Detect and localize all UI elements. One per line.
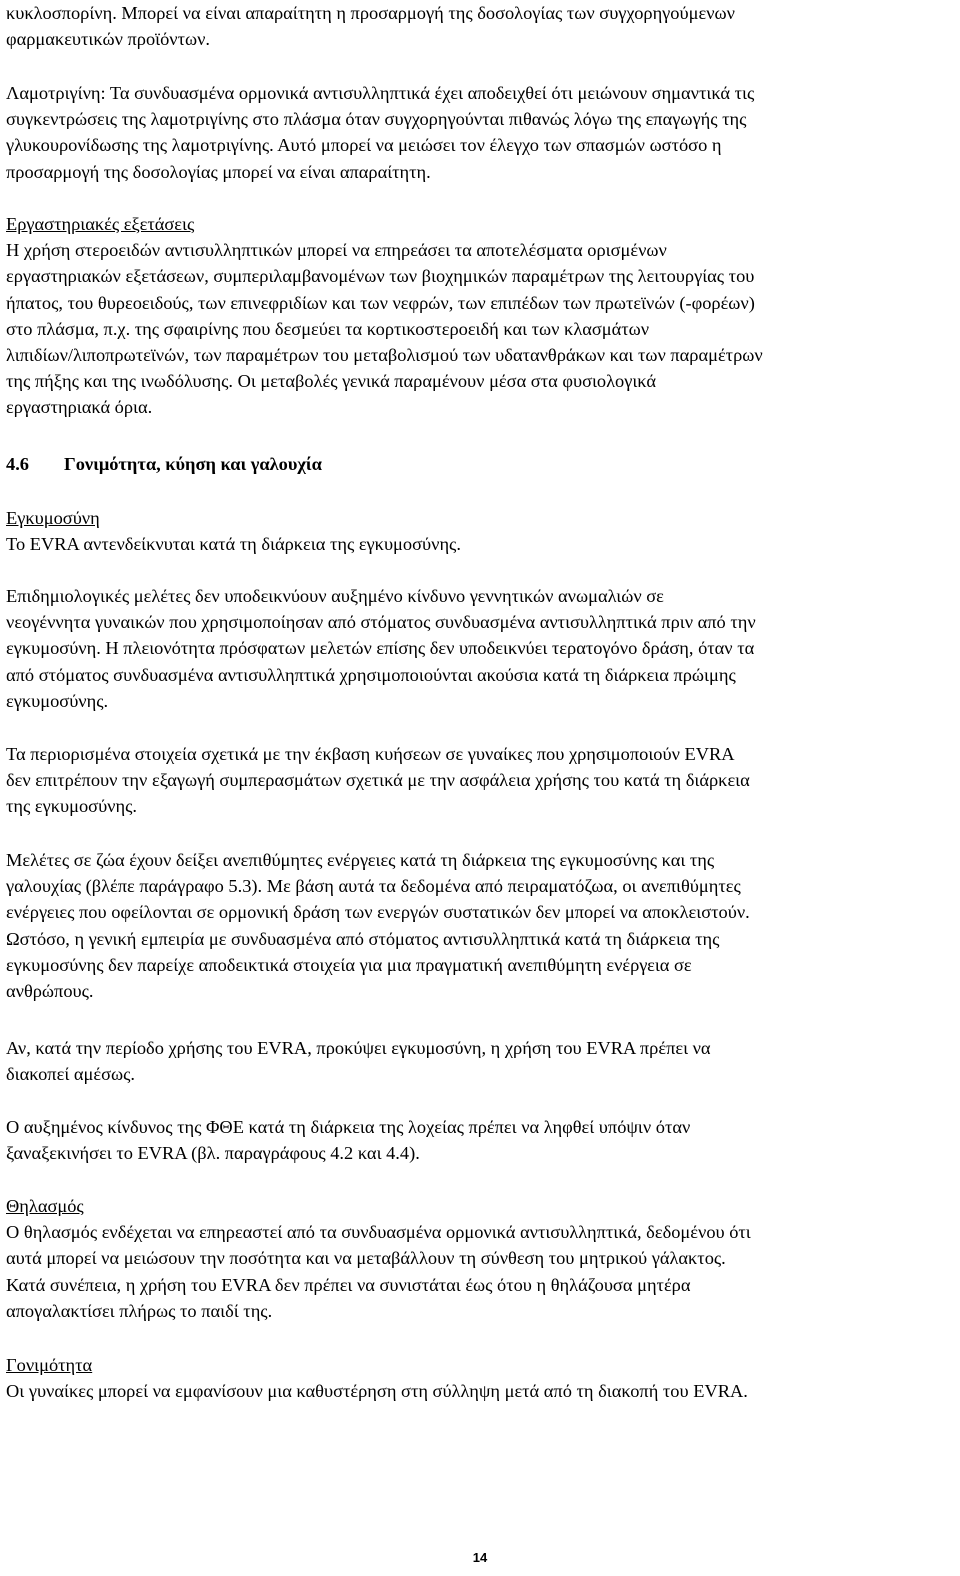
text-line: Η χρήση στεροειδών αντισυλληπτικών μπορεί να επηρεάσει τα αποτελέσματα ορισμένων: [6, 240, 667, 261]
discontinue-paragraph: [6, 1035, 950, 1087]
lamotrigine-paragraph: [6, 80, 950, 185]
text-line: της εγκυμοσύνης.: [6, 796, 137, 817]
lab-tests-heading: Εργαστηριακές εξετάσεις: [6, 214, 195, 234]
section-number: 4.6: [6, 454, 29, 474]
text-line: γαλουχίας (βλέπε παράγραφο 5.3). Με βάση αυτά τα δεδομένα από πειραματόζωα, οι ανεπιθύμητες: [6, 876, 741, 897]
text-line: εγκυμοσύνης.: [6, 690, 109, 711]
fertility-heading: Γονιμότητα: [6, 1355, 93, 1375]
text-line: Λαμοτριγίνη: Τα συνδυασμένα ορμονικά αντισυλληπτικά έχει αποδειχθεί ότι μειώνουν σημαντικά τις: [6, 83, 755, 103]
text-line: στο πλάσμα, π.χ. της σφαιρίνης που δεσμεύει τα κορτικοστεροειδή και των κλασμάτων: [6, 318, 650, 339]
text-line: Ωστόσο, η γενική εμπειρία με συνδυασμένα από στόματος αντισυλληπτικά κατά τη διάρκεια της: [6, 928, 720, 949]
text-line: απογαλακτίσει πλήρως το παιδί της.: [6, 1300, 273, 1321]
section-heading-4-6: [6, 451, 950, 477]
text-line: διακοπεί αμέσως.: [6, 1064, 135, 1085]
text-line: Ο θηλασμός ενδέχεται να επηρεαστεί από τα συνδυασμένα ορμονικά αντισυλληπτικά, δεδομένου ότι: [6, 1222, 751, 1243]
text-line: αυτά μπορεί να μειώσουν την ποσότητα και να μεταβάλλουν τη σύνθεση του μητρικού γάλακτος.: [6, 1248, 726, 1269]
text-line: Μελέτες σε ζώα έχουν δείξει ανεπιθύμητες ενέργειες κατά τη διάρκεια της εγκυμοσύνης και της: [6, 850, 715, 870]
text-line: Τα περιορισμένα στοιχεία σχετικά με την έκβαση κυήσεων σε γυναίκες που χρησιμοποιούν EVRA: [6, 744, 735, 764]
intro-paragraph: [6, 0, 950, 52]
pregnancy-heading: Εγκυμοσύνη: [6, 508, 100, 528]
epidemiology-paragraph: [6, 583, 950, 714]
pregnancy-section: [6, 505, 950, 557]
text-line: Οι γυναίκες μπορεί να εμφανίσουν μια καθυστέρηση στη σύλληψη μετά από τη διακοπή του EVRA.: [6, 1381, 748, 1402]
text-line: εργαστηριακών εξετάσεων, συμπεριλαμβανομένων των βιοχημικών παραμέτρων της λειτουργίας του: [6, 266, 755, 287]
text-line: φαρμακευτικών προϊόντων.: [6, 29, 211, 50]
text-line: δεν επιτρέπουν την εξαγωγή συμπερασμάτων σχετικά με την ασφάλεια χρήσης του κατά τη διάρκεια: [6, 770, 750, 791]
breastfeeding-heading: Θηλασμός: [6, 1196, 84, 1216]
text-line: κυκλοσπορίνη. Μπορεί να είναι απαραίτητη η προσαρμογή της δοσολογίας των συγχορηγούμενων: [6, 3, 735, 23]
fertility-section: [6, 1352, 950, 1404]
text-line: από στόματος συνδυασμένα αντισυλληπτικά χρησιμοποιούνται ακούσια κατά τη διάρκεια πρώιμης: [6, 664, 736, 685]
text-line: Επιδημιολογικές μελέτες δεν υποδεικνύουν αυξημένο κίνδυνο γεννητικών ανωμαλιών σε: [6, 586, 664, 606]
text-line: εργαστηριακά όρια.: [6, 397, 153, 418]
lab-tests-section: [6, 211, 950, 421]
page-number: 14: [472, 1550, 488, 1565]
text-line: Ο αυξημένος κίνδυνος της ΦΘΕ κατά τη διάρκεια της λοχείας πρέπει να ληφθεί υπόψιν όταν: [6, 1117, 691, 1137]
text-line: ενέργειες που οφείλονται σε ορμονική δράση των ενεργών συστατικών δεν μπορεί να αποκλειστούν.: [6, 902, 750, 923]
breastfeeding-section: [6, 1193, 950, 1324]
text-line: προσαρμογή της δοσολογίας μπορεί να είναι απαραίτητη.: [6, 161, 431, 182]
text-line: ξαναξεκινήσει το EVRA (βλ. παραγράφους 4.2 και 4.4).: [6, 1143, 420, 1164]
text-line: ανθρώπους.: [6, 981, 94, 1002]
text-line: συγκεντρώσεις της λαμοτριγίνης στο πλάσμα όταν συγχορηγούνται πιθανώς λόγω της επαγωγής της: [6, 109, 747, 130]
vte-paragraph: [6, 1114, 950, 1166]
text-line: εγκυμοσύνη. Η πλειονότητα πρόσφατων μελετών επίσης δεν υποδεικνύει τερατογόνο δράση, όταν τα: [6, 638, 755, 659]
text-line: Κατά συνέπεια, η χρήση του EVRA δεν πρέπει να συνιστάται έως ότου η θηλάζουσα μητέρα: [6, 1274, 691, 1295]
animal-studies-paragraph: [6, 847, 950, 1004]
text-line: νεογέννητα γυναικών που χρησιμοποίησαν από στόματος συνδυασμένα αντισυλληπτικά πριν από την: [6, 612, 756, 633]
text-line: της πήξης και της ινωδόλυσης. Οι μεταβολές γενικά παραμένουν μέσα στα φυσιολογικά: [6, 371, 657, 392]
text-line: Το EVRA αντενδείκνυται κατά τη διάρκεια της εγκυμοσύνης.: [6, 534, 461, 555]
text-line: λιπιδίων/λιποπρωτεϊνών, των παραμέτρων του μεταβολισμού των υδατανθράκων και των παραμέτρων: [6, 345, 763, 366]
text-line: γλυκουρονίδωσης της λαμοτριγίνης. Αυτό μπορεί να μειώσει τον έλεγχο των σπασμών ωστόσο η: [6, 135, 722, 156]
text-line: εγκυμοσύνης δεν παρείχε αποδεικτικά στοιχεία για μια πραγματική ανεπιθύμητη ενέργεια σε: [6, 954, 692, 975]
text-line: Αν, κατά την περίοδο χρήσης του EVRA, προκύψει εγκυμοσύνη, η χρήση του EVRA πρέπει να: [6, 1038, 711, 1058]
text-line: ήπατος, του θυρεοειδούς, των επινεφριδίων και των νεφρών, των επιπέδων των πρωτεϊνών (-φορέων): [6, 292, 755, 313]
limited-data-paragraph: [6, 741, 950, 820]
section-title: Γονιμότητα, κύηση και γαλουχία: [64, 454, 322, 474]
